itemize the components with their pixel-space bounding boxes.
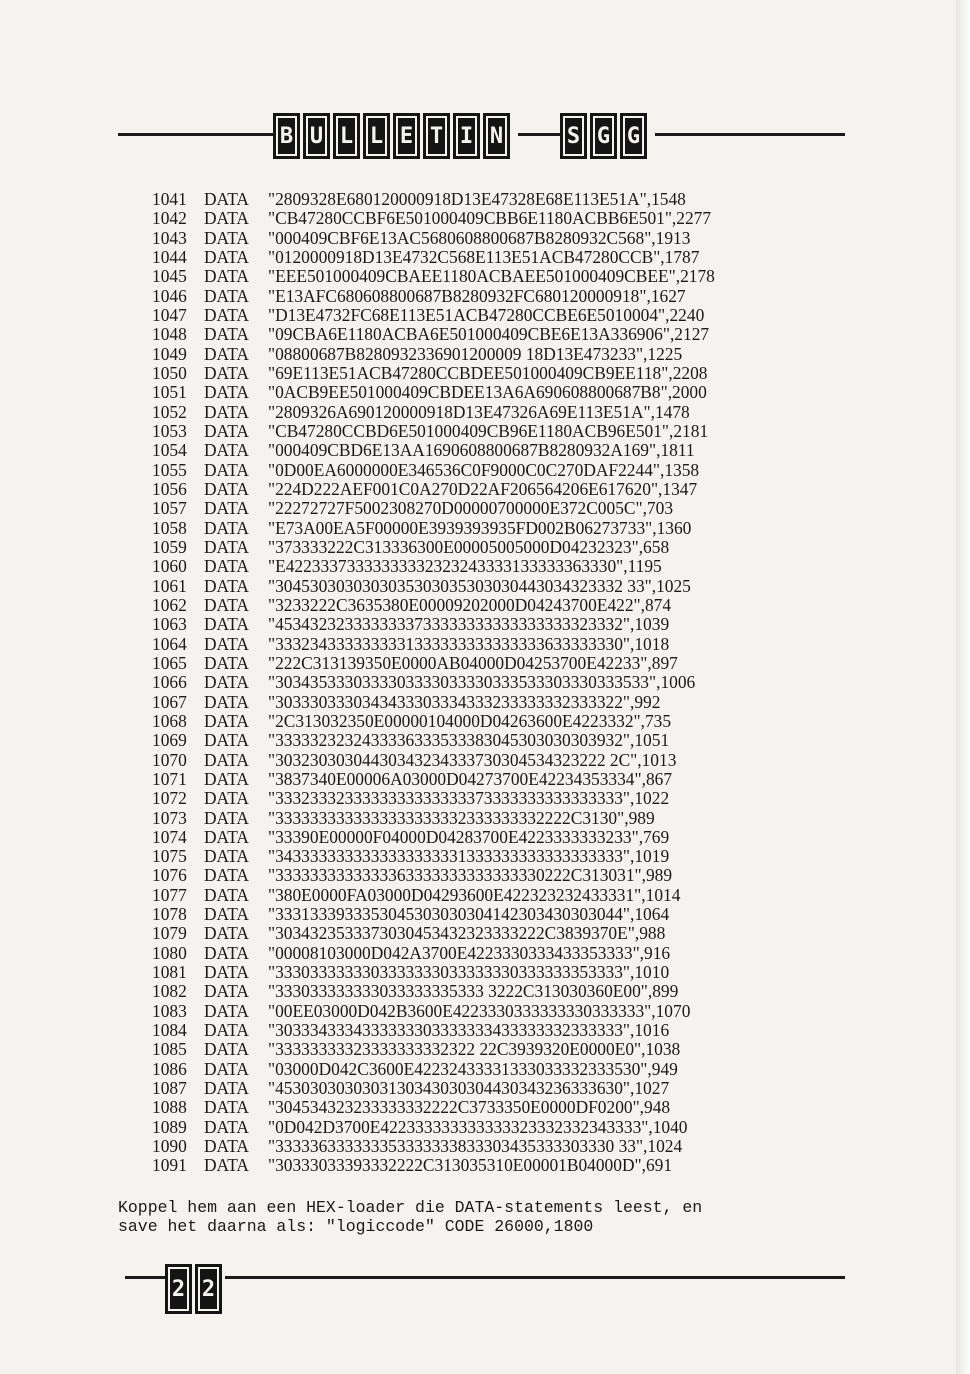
line-number: 1058 bbox=[152, 517, 187, 538]
listing-row bbox=[152, 1098, 832, 1117]
data-keyword: DATA bbox=[204, 1097, 249, 1118]
logo-letter: L bbox=[333, 113, 360, 159]
data-listing bbox=[152, 190, 832, 1176]
logo-letter: B bbox=[273, 113, 300, 159]
data-keyword: DATA bbox=[204, 420, 249, 441]
data-keyword: DATA bbox=[204, 730, 249, 751]
hex-payload: "3837340E00006A03000D04273700E42234353334",867 bbox=[268, 768, 673, 789]
listing-row bbox=[152, 944, 832, 963]
data-keyword: DATA bbox=[204, 478, 249, 499]
hex-payload: "69E113E51ACB47280CCBDEE501000409CB9EE118",2208 bbox=[268, 362, 708, 383]
listing-row bbox=[152, 577, 832, 596]
line-number: 1064 bbox=[152, 633, 187, 654]
line-number: 1048 bbox=[152, 324, 187, 345]
logo-letter: I bbox=[453, 113, 480, 159]
logo-letter: S bbox=[560, 113, 587, 159]
listing-row bbox=[152, 325, 832, 344]
line-number: 1052 bbox=[152, 401, 187, 422]
listing-row bbox=[152, 383, 832, 402]
line-number: 1063 bbox=[152, 614, 187, 635]
listing-row bbox=[152, 731, 832, 750]
data-keyword: DATA bbox=[204, 788, 249, 809]
logo-letter: E bbox=[393, 113, 420, 159]
hex-payload: "3033303330343433303334333233333332333322",992 bbox=[268, 691, 661, 712]
listing-row bbox=[152, 229, 832, 248]
hex-payload: "3333333333333333333332333333332222C3130",989 bbox=[268, 807, 655, 828]
hex-payload: "08800687B8280932336901200009 18D13E473233",1225 bbox=[268, 343, 683, 364]
line-number: 1085 bbox=[152, 1039, 187, 1060]
listing-row bbox=[152, 1118, 832, 1137]
listing-row bbox=[152, 1021, 832, 1040]
listing-row bbox=[152, 1060, 832, 1079]
line-number: 1047 bbox=[152, 304, 187, 325]
data-keyword: DATA bbox=[204, 1116, 249, 1137]
line-number: 1057 bbox=[152, 498, 187, 519]
data-keyword: DATA bbox=[204, 691, 249, 712]
hex-payload: "E73A00EA5F00000E3939393935FD002B06273733",1360 bbox=[268, 517, 692, 538]
line-number: 1090 bbox=[152, 1136, 187, 1157]
line-number: 1083 bbox=[152, 1000, 187, 1021]
data-keyword: DATA bbox=[204, 865, 249, 886]
hex-payload: "0D042D3700E422333333333333323332332343333",1040 bbox=[268, 1116, 688, 1137]
listing-row bbox=[152, 828, 832, 847]
data-keyword: DATA bbox=[204, 633, 249, 654]
listing-row bbox=[152, 441, 832, 460]
listing-row bbox=[152, 422, 832, 441]
line-number: 1059 bbox=[152, 536, 187, 557]
data-keyword: DATA bbox=[204, 227, 249, 248]
data-keyword: DATA bbox=[204, 556, 249, 577]
hex-payload: "33390E00000F04000D04283700E4223333333233",769 bbox=[268, 826, 670, 847]
hex-payload: "3333323232433336333533383045303030303932",1051 bbox=[268, 730, 670, 751]
hex-payload: "30323030304430343234333730304534323222 2C",1013 bbox=[268, 749, 677, 770]
data-keyword: DATA bbox=[204, 498, 249, 519]
line-number: 1078 bbox=[152, 904, 187, 925]
line-number: 1067 bbox=[152, 691, 187, 712]
listing-row bbox=[152, 886, 832, 905]
header-rule-left bbox=[118, 133, 273, 136]
data-keyword: DATA bbox=[204, 768, 249, 789]
listing-row bbox=[152, 847, 832, 866]
line-number: 1075 bbox=[152, 846, 187, 867]
hex-payload: "000409CBD6E13AA1690608800687B8280932A169",1811 bbox=[268, 440, 695, 461]
line-number: 1068 bbox=[152, 710, 187, 731]
hex-payload: "333336333333353333333833303435333303330 33",1024 bbox=[268, 1136, 683, 1157]
data-keyword: DATA bbox=[204, 324, 249, 345]
listing-row bbox=[152, 596, 832, 615]
listing-row bbox=[152, 557, 832, 576]
line-number: 1042 bbox=[152, 208, 187, 229]
data-keyword: DATA bbox=[204, 575, 249, 596]
line-number: 1071 bbox=[152, 768, 187, 789]
hex-payload: "EEE501000409CBAEE1180ACBAEE501000409CBEE",2178 bbox=[268, 266, 715, 287]
data-keyword: DATA bbox=[204, 672, 249, 693]
sgg-logo bbox=[560, 113, 647, 159]
listing-row bbox=[152, 809, 832, 828]
line-number: 1044 bbox=[152, 246, 187, 267]
data-keyword: DATA bbox=[204, 962, 249, 983]
data-keyword: DATA bbox=[204, 652, 249, 673]
data-keyword: DATA bbox=[204, 285, 249, 306]
data-keyword: DATA bbox=[204, 981, 249, 1002]
hex-payload: "3332333233333333333333373333333333333333",1022 bbox=[268, 788, 670, 809]
data-keyword: DATA bbox=[204, 1058, 249, 1079]
line-number: 1051 bbox=[152, 382, 187, 403]
hex-payload: "3034353330333303333033330333533303330333533",1006 bbox=[268, 672, 696, 693]
listing-row bbox=[152, 963, 832, 982]
line-number: 1077 bbox=[152, 884, 187, 905]
logo-letter: G bbox=[620, 113, 647, 159]
hex-payload: "2809326A690120000918D13E47326A69E113E51A",1478 bbox=[268, 401, 690, 422]
hex-payload: "0ACB9EE501000409CBDEE13A6A690608800687B8",2000 bbox=[268, 382, 707, 403]
hex-payload: "30333033393332222C313035310E00001B04000D",691 bbox=[268, 1155, 673, 1176]
hex-payload: "00EE03000D042B3600E4223330333333330333333",1070 bbox=[268, 1000, 691, 1021]
hex-payload: "03000D042C3600E42232433331333033332333530",949 bbox=[268, 1058, 678, 1079]
line-number: 1065 bbox=[152, 652, 187, 673]
line-number: 1074 bbox=[152, 826, 187, 847]
data-keyword: DATA bbox=[204, 826, 249, 847]
logo-letter: T bbox=[423, 113, 450, 159]
data-keyword: DATA bbox=[204, 246, 249, 267]
page-number-digit: 2 bbox=[165, 1264, 192, 1314]
hex-payload: "3045303030303035303035303030443034323332 33",1025 bbox=[268, 575, 691, 596]
data-keyword: DATA bbox=[204, 1078, 249, 1099]
line-number: 1054 bbox=[152, 440, 187, 461]
line-number: 1086 bbox=[152, 1058, 187, 1079]
hex-payload: "E42233373333333332323243333133333363330",1195 bbox=[268, 556, 662, 577]
hex-payload: "000409CBF6E13AC5680608800687B8280932C568",1913 bbox=[268, 227, 691, 248]
line-number: 1041 bbox=[152, 189, 187, 209]
data-keyword: DATA bbox=[204, 536, 249, 557]
hex-payload: "33333333323333333332322 22C3939320E0000E0",1038 bbox=[268, 1039, 681, 1060]
hex-payload: "D13E4732FC68E113E51ACB47280CCBE6E5010004",2240 bbox=[268, 304, 705, 325]
listing-row bbox=[152, 751, 832, 770]
footer-rule-right bbox=[225, 1276, 845, 1279]
logo-letter: U bbox=[303, 113, 330, 159]
header-rule-middle bbox=[518, 133, 560, 136]
data-keyword: DATA bbox=[204, 614, 249, 635]
hex-payload: "380E0000FA03000D04293600E422323232433331",1014 bbox=[268, 884, 681, 905]
data-keyword: DATA bbox=[204, 710, 249, 731]
line-number: 1073 bbox=[152, 807, 187, 828]
line-number: 1087 bbox=[152, 1078, 187, 1099]
line-number: 1043 bbox=[152, 227, 187, 248]
line-number: 1055 bbox=[152, 459, 187, 480]
hex-payload: "2809328E680120000918D13E47328E68E113E51A",1548 bbox=[268, 189, 686, 209]
listing-row bbox=[152, 654, 832, 673]
data-keyword: DATA bbox=[204, 942, 249, 963]
line-number: 1060 bbox=[152, 556, 187, 577]
data-keyword: DATA bbox=[204, 1039, 249, 1060]
hex-payload: "4534323233333333733333333333333333323332",1039 bbox=[268, 614, 670, 635]
listing-row bbox=[152, 1137, 832, 1156]
hex-payload: "4530303030303130343030304430343236333630",1027 bbox=[268, 1078, 670, 1099]
hex-payload: "222C313139350E0000AB04000D04253700E42233",897 bbox=[268, 652, 678, 673]
data-keyword: DATA bbox=[204, 382, 249, 403]
data-keyword: DATA bbox=[204, 749, 249, 770]
line-number: 1091 bbox=[152, 1155, 187, 1176]
hex-payload: "224D222AEF001C0A270D22AF206564206E617620",1347 bbox=[268, 478, 698, 499]
hex-payload: "3333333333333363333333333333330222C313031",989 bbox=[268, 865, 673, 886]
page-number-digit: 2 bbox=[195, 1264, 222, 1314]
listing-row bbox=[152, 403, 832, 422]
listing-row bbox=[152, 866, 832, 885]
hex-payload: "3331333933353045303030304142303430303044",1064 bbox=[268, 904, 670, 925]
hex-payload: "3332343333333331333333333333333633333330",1018 bbox=[268, 633, 670, 654]
hex-payload: "304534323233333332222C3733350E0000DF0200",948 bbox=[268, 1097, 671, 1118]
line-number: 1076 bbox=[152, 865, 187, 886]
data-keyword: DATA bbox=[204, 189, 249, 209]
listing-row bbox=[152, 306, 832, 325]
footnote-line: Koppel hem aan een HEX-loader die DATA-statements leest, en bbox=[118, 1198, 703, 1217]
hex-payload: "3034323533373030453432323333222C3839370E",988 bbox=[268, 923, 666, 944]
hex-payload: "E13AFC680608800687B8280932FC680120000918",1627 bbox=[268, 285, 686, 306]
line-number: 1070 bbox=[152, 749, 187, 770]
listing-row bbox=[152, 1040, 832, 1059]
hex-payload: "CB47280CCBF6E501000409CBB6E1180ACBB6E501",2277 bbox=[268, 208, 712, 229]
listing-row bbox=[152, 982, 832, 1001]
listing-row bbox=[152, 615, 832, 634]
listing-row bbox=[152, 499, 832, 518]
data-keyword: DATA bbox=[204, 884, 249, 905]
data-keyword: DATA bbox=[204, 1000, 249, 1021]
line-number: 1089 bbox=[152, 1116, 187, 1137]
data-keyword: DATA bbox=[204, 343, 249, 364]
data-keyword: DATA bbox=[204, 266, 249, 287]
line-number: 1079 bbox=[152, 923, 187, 944]
hex-payload: "3433333333333333333331333333333333333333",1019 bbox=[268, 846, 670, 867]
data-keyword: DATA bbox=[204, 1155, 249, 1176]
footer-rule-left bbox=[125, 1276, 165, 1279]
hex-payload: "333033333333033333335333 3222C313030360E00",899 bbox=[268, 981, 679, 1002]
footnote bbox=[118, 1198, 818, 1236]
data-keyword: DATA bbox=[204, 208, 249, 229]
data-keyword: DATA bbox=[204, 362, 249, 383]
bulletin-logo bbox=[273, 113, 510, 159]
listing-row bbox=[152, 712, 832, 731]
page-number bbox=[165, 1264, 222, 1314]
line-number: 1053 bbox=[152, 420, 187, 441]
listing-row bbox=[152, 519, 832, 538]
listing-row bbox=[152, 770, 832, 789]
hex-payload: "CB47280CCBD6E501000409CB96E1180ACB96E501",2181 bbox=[268, 420, 709, 441]
hex-payload: "0D00EA6000000E346536C0F9000C0C270DAF2244",1358 bbox=[268, 459, 700, 480]
listing-row bbox=[152, 461, 832, 480]
hex-payload: "22272727F5002308270D00000700000E372C005C",703 bbox=[268, 498, 674, 519]
header-rule-right bbox=[655, 133, 845, 136]
data-keyword: DATA bbox=[204, 1020, 249, 1041]
data-keyword: DATA bbox=[204, 1136, 249, 1157]
line-number: 1046 bbox=[152, 285, 187, 306]
footnote-line: save het daarna als: "logiccode" CODE 26000,1800 bbox=[118, 1217, 594, 1236]
line-number: 1081 bbox=[152, 962, 187, 983]
logo-letter: G bbox=[590, 113, 617, 159]
line-number: 1049 bbox=[152, 343, 187, 364]
listing-row bbox=[152, 538, 832, 557]
hex-payload: "3233222C3635380E00009202000D04243700E422",874 bbox=[268, 594, 672, 615]
listing-row bbox=[152, 1079, 832, 1098]
data-keyword: DATA bbox=[204, 401, 249, 422]
listing-row bbox=[152, 345, 832, 364]
data-keyword: DATA bbox=[204, 846, 249, 867]
listing-row bbox=[152, 267, 832, 286]
logo-letter: N bbox=[483, 113, 510, 159]
line-number: 1061 bbox=[152, 575, 187, 596]
listing-row bbox=[152, 287, 832, 306]
line-number: 1084 bbox=[152, 1020, 187, 1041]
listing-row bbox=[152, 1002, 832, 1021]
listing-row bbox=[152, 924, 832, 943]
line-number: 1069 bbox=[152, 730, 187, 751]
line-number: 1080 bbox=[152, 942, 187, 963]
listing-row bbox=[152, 190, 832, 209]
hex-payload: "3330333333303333333033333330333333353333",1010 bbox=[268, 962, 670, 983]
line-number: 1056 bbox=[152, 478, 187, 499]
data-keyword: DATA bbox=[204, 594, 249, 615]
listing-row bbox=[152, 480, 832, 499]
logo-letter: L bbox=[363, 113, 390, 159]
listing-row bbox=[152, 364, 832, 383]
data-keyword: DATA bbox=[204, 304, 249, 325]
listing-row bbox=[152, 693, 832, 712]
hex-payload: "2C313032350E00000104000D04263600E4223332",735 bbox=[268, 710, 672, 731]
hex-payload: "00008103000D042A3700E4223330333433353333",916 bbox=[268, 942, 671, 963]
listing-row bbox=[152, 1156, 832, 1175]
listing-row bbox=[152, 905, 832, 924]
line-number: 1082 bbox=[152, 981, 187, 1002]
line-number: 1072 bbox=[152, 788, 187, 809]
listing-row bbox=[152, 635, 832, 654]
listing-row bbox=[152, 673, 832, 692]
hex-payload: "3033343334333333303333333433333332333333",1016 bbox=[268, 1020, 670, 1041]
data-keyword: DATA bbox=[204, 904, 249, 925]
hex-payload: "373333222C313336300E00005005000D04232323",658 bbox=[268, 536, 670, 557]
line-number: 1045 bbox=[152, 266, 187, 287]
data-keyword: DATA bbox=[204, 807, 249, 828]
page-edge bbox=[956, 0, 970, 1374]
line-number: 1050 bbox=[152, 362, 187, 383]
data-keyword: DATA bbox=[204, 459, 249, 480]
line-number: 1066 bbox=[152, 672, 187, 693]
data-keyword: DATA bbox=[204, 517, 249, 538]
hex-payload: "09CBA6E1180ACBA6E501000409CBE6E13A336906",2127 bbox=[268, 324, 710, 345]
listing-row bbox=[152, 209, 832, 228]
hex-payload: "0120000918D13E4732C568E113E51ACB47280CCB",1787 bbox=[268, 246, 700, 267]
line-number: 1062 bbox=[152, 594, 187, 615]
data-keyword: DATA bbox=[204, 440, 249, 461]
listing-row bbox=[152, 248, 832, 267]
listing-row bbox=[152, 789, 832, 808]
line-number: 1088 bbox=[152, 1097, 187, 1118]
data-keyword: DATA bbox=[204, 923, 249, 944]
